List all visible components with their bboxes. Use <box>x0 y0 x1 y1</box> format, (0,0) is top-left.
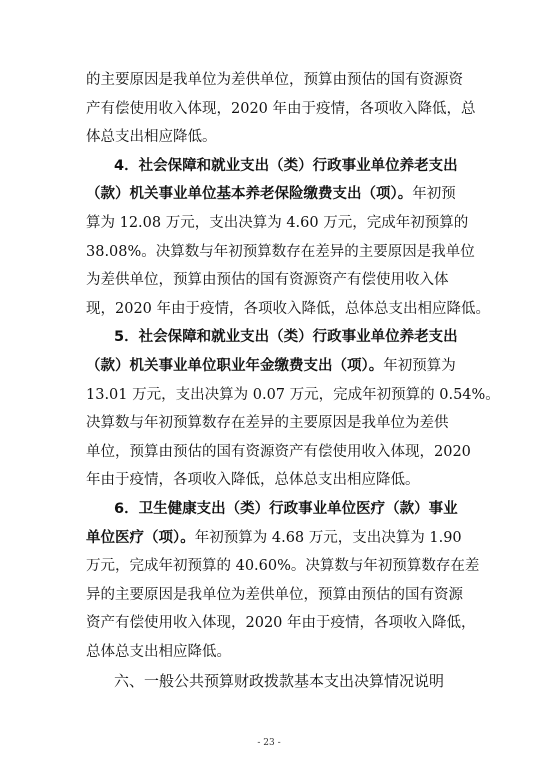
item-heading: 4．社会保障和就业支出（类）行政事业单位养老支出 <box>114 157 458 174</box>
text-line: 体总支出相应降低。 <box>86 129 217 146</box>
item-heading: 6．卫生健康支出（类）行政事业单位医疗（款）事业 <box>114 501 458 517</box>
text-line: 单位医疗（项）。年初预算为 4.68 万元，支出决算为 1.90 <box>86 529 462 546</box>
text-line: 13.01 万元，支出决算为 0.07 万元，完成年初预算的 0.54%。 <box>86 386 500 403</box>
text-line: 资产有偿使用收入体现，2020 年由于疫情，各项收入降低， <box>86 615 476 632</box>
text-line: 单位，预算由预估的国有资源资产有偿使用收入体现，2020 <box>86 443 471 460</box>
text-line: 异的主要原因是我单位为差供单位，预算由预估的国有资源 <box>86 586 463 603</box>
text-line: （款）机关事业单位基本养老保险缴费支出（项）。年初预 <box>86 186 456 203</box>
section-heading: 六、一般公共预算财政拨款基本支出决算情况说明 <box>114 671 445 690</box>
text-line: 决算数与年初预算数存在差异的主要原因是我单位为差供 <box>86 415 449 432</box>
text-line: 38.08%。决算数与年初预算数存在差异的主要原因是我单位 <box>86 243 475 260</box>
text-line: 算为 12.08 万元，支出决算为 4.60 万元，完成年初预算的 <box>86 215 469 231</box>
text-line: 产有偿使用收入体现，2020 年由于疫情，各项收入降低，总 <box>86 100 476 117</box>
item-heading: 5．社会保障和就业支出（类）行政事业单位养老支出 <box>114 329 458 346</box>
text-line: 总体总支出相应降低。 <box>86 644 231 660</box>
text-line: 万元，完成年初预算的 40.60%。决算数与年初预算数存在差 <box>86 558 480 575</box>
text-line: 为差供单位，预算由预估的国有资源资产有偿使用收入体 <box>86 272 449 289</box>
text-line: 的主要原因是我单位为差供单位，预算由预估的国有资源资 <box>86 72 463 88</box>
text-line: 年由于疫情，各项收入降低，总体总支出相应降低。 <box>86 472 420 489</box>
text-line: 现，2020 年由于疫情，各项收入降低，总体总支出相应降低。 <box>86 300 491 317</box>
page-number: - 23 - <box>257 738 281 748</box>
text-line: （款）机关事业单位职业年金缴费支出（项）。年初预算为 <box>86 358 456 374</box>
